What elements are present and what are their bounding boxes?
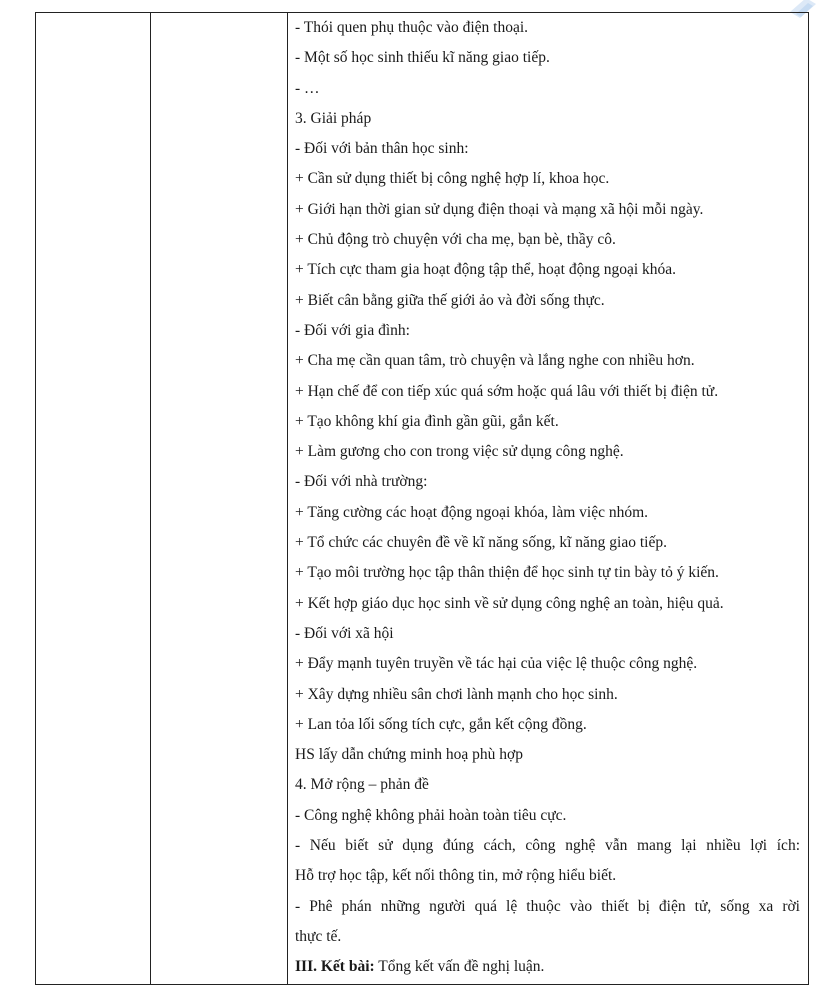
text-line: HS lấy dẫn chứng minh hoạ phù hợp <box>295 746 523 764</box>
text-line: + Tổ chức các chuyên đề về kĩ năng sống, kĩ năng giao tiếp. <box>295 534 667 552</box>
text-line: - Phê phán những người quá lệ thuộc vào thiết bị điện tử, sống xa rời <box>295 897 800 915</box>
content-lines <box>295 13 800 952</box>
text-line: + Chủ động trò chuyện với cha mẹ, bạn bè, thầy cô. <box>295 231 616 249</box>
text-line: - Nếu biết sử dụng đúng cách, công nghệ vẫn mang lại nhiều lợi ích: <box>295 837 800 855</box>
text-line: + Lan tỏa lối sống tích cực, gắn kết cộng đồng. <box>295 715 587 733</box>
text-line: + Cần sử dụng thiết bị công nghệ hợp lí, khoa học. <box>295 170 610 188</box>
text-line: - Đối với nhà trường: <box>295 473 428 491</box>
text-line: + Xây dựng nhiều sân chơi lành mạnh cho học sinh. <box>295 685 618 703</box>
content-cell <box>295 13 800 983</box>
table-column-divider-1 <box>150 12 151 985</box>
text-line: Hỗ trợ học tập, kết nối thông tin, mở rộng hiểu biết. <box>295 867 617 885</box>
text-line: + Hạn chế để con tiếp xúc quá sớm hoặc quá lâu với thiết bị điện tử. <box>295 382 719 400</box>
text-line: 4. Mở rộng – phản đề <box>295 776 429 794</box>
text-line: - Đối với gia đình: <box>295 321 410 339</box>
text-line: + Đẩy mạnh tuyên truyền về tác hại của việc lệ thuộc công nghệ. <box>295 655 698 673</box>
text-line: + Cha mẹ cần quan tâm, trò chuyện và lắng nghe con nhiều hơn. <box>295 352 695 370</box>
text-line: - … <box>295 79 320 97</box>
text-line: 3. Giải pháp <box>295 109 372 127</box>
text-line: + Tạo không khí gia đình gần gũi, gắn kết. <box>295 412 559 430</box>
table-column-divider-2 <box>287 12 288 985</box>
text-line: + Tạo môi trường học tập thân thiện để học sinh tự tin bày tỏ ý kiến. <box>295 564 719 582</box>
conclusion-label: III. Kết bài: <box>295 958 375 976</box>
text-line: + Làm gương cho con trong việc sử dụng công nghệ. <box>295 443 624 461</box>
text-line: + Biết cân bằng giữa thế giới ảo và đời sống thực. <box>295 291 605 309</box>
text-line: - Công nghệ không phải hoàn toàn tiêu cực. <box>295 806 567 824</box>
conclusion-line <box>295 952 800 982</box>
table-border-left <box>35 12 36 985</box>
text-line: + Tăng cường các hoạt động ngoại khóa, làm việc nhóm. <box>295 503 649 521</box>
table-border-right <box>808 12 809 985</box>
text-line: - Một số học sinh thiếu kĩ năng giao tiếp. <box>295 49 550 67</box>
text-line: - Đối với xã hội <box>295 624 394 642</box>
text-line: - Đối với bản thân học sinh: <box>295 140 469 158</box>
text-line: + Kết hợp giáo dục học sinh về sử dụng công nghệ an toàn, hiệu quả. <box>295 594 724 612</box>
conclusion-text: Tổng kết vấn đề nghị luận. <box>374 958 545 976</box>
text-line: + Tích cực tham gia hoạt động tập thể, hoạt động ngoại khóa. <box>295 261 677 279</box>
text-line: - Thói quen phụ thuộc vào điện thoại. <box>295 19 529 36</box>
text-line: + Giới hạn thời gian sử dụng điện thoại và mạng xã hội mỗi ngày. <box>295 200 704 218</box>
text-line: thực tế. <box>295 927 342 945</box>
